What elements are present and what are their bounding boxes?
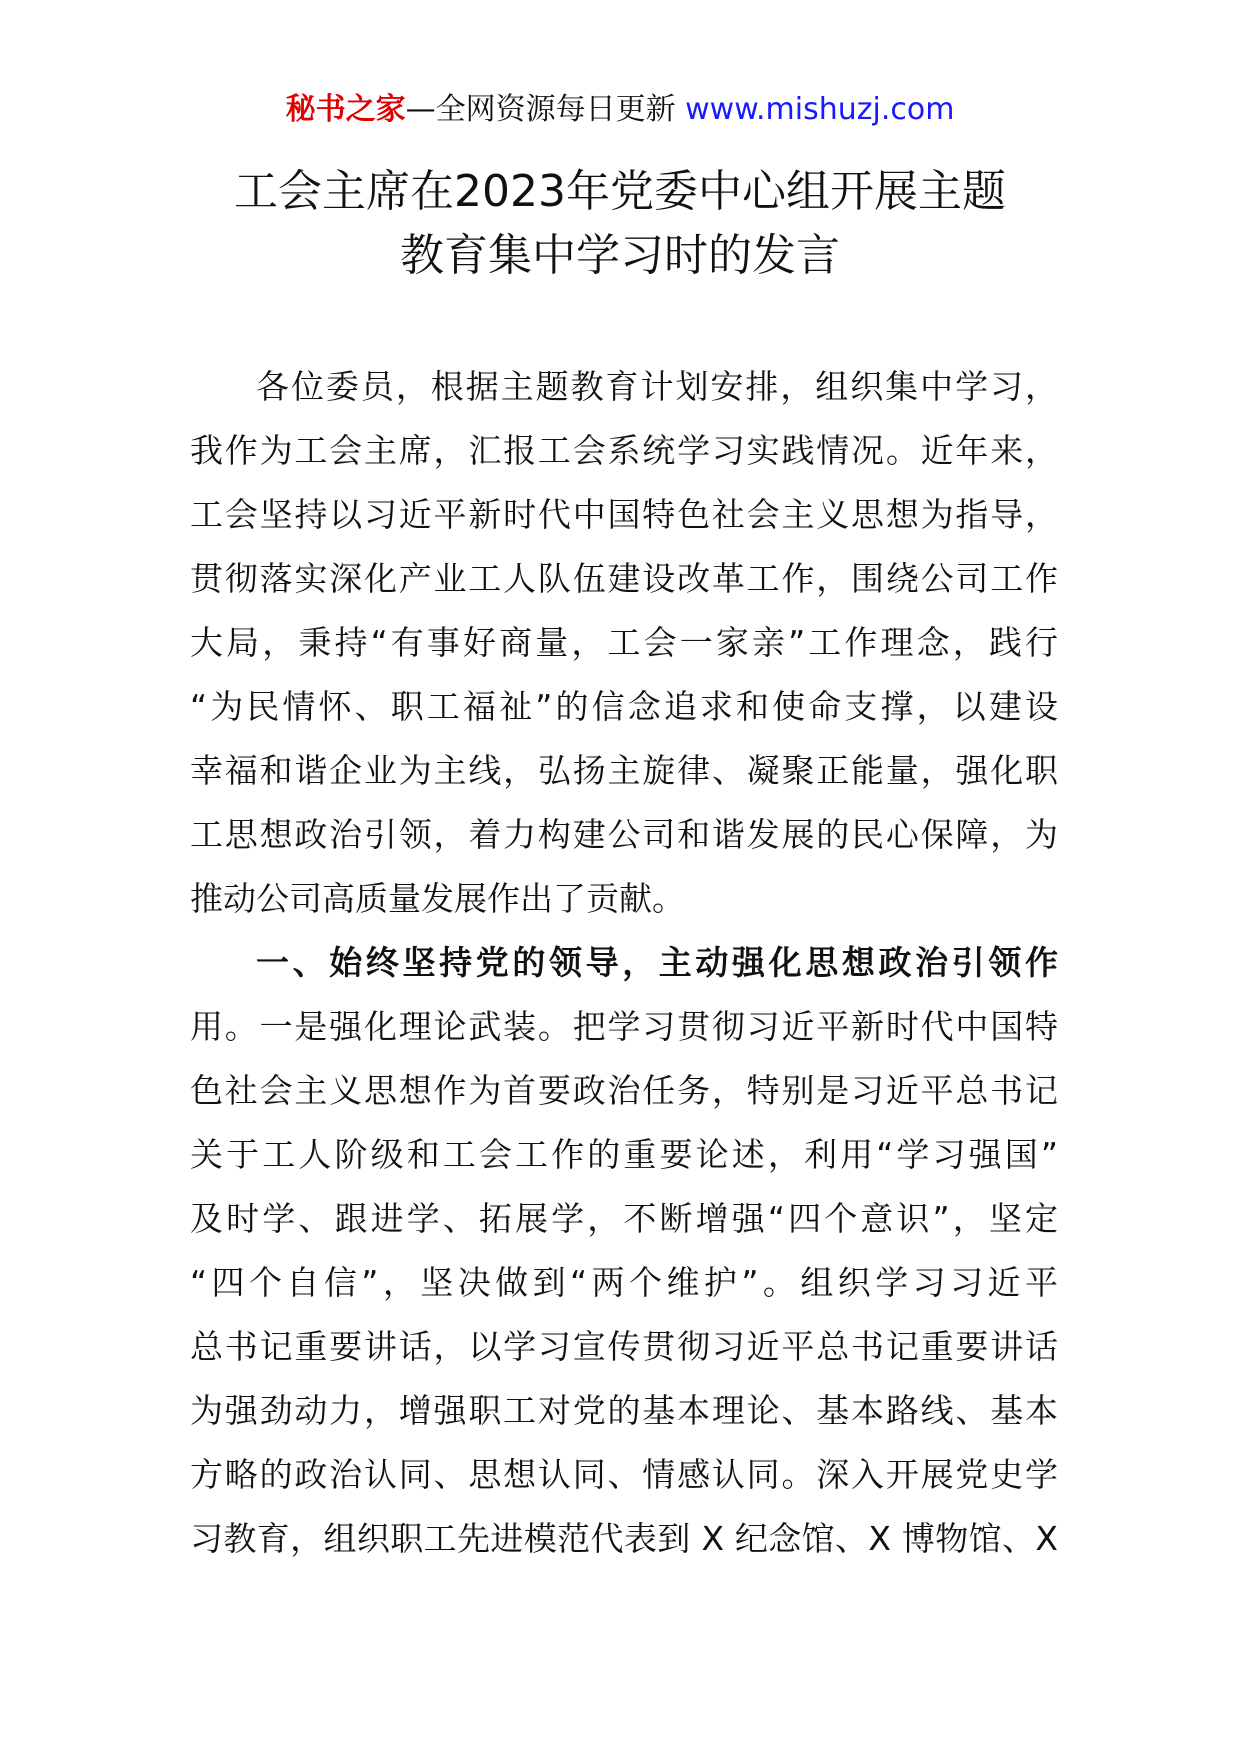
body-line: 用。一是强化理论武装。把学习贯彻习近平新时代中国特 xyxy=(190,1007,1058,1046)
body-line: 总书记重要讲话，以学习宣传贯彻习近平总书记重要讲话 xyxy=(190,1327,1058,1366)
body-line: 方略的政治认同、思想认同、情感认同。深入开展党史学 xyxy=(190,1455,1058,1494)
body-line: “为民情怀、职工福祉”的信念追求和使命支撑，以建设 xyxy=(190,687,1058,726)
body-line: 色社会主义思想作为首要政治任务，特别是习近平总书记 xyxy=(190,1071,1058,1110)
brand-name: 秘书之家 xyxy=(285,92,406,127)
document-title xyxy=(0,160,1240,288)
body-line: 工思想政治引领，着力构建公司和谐发展的民心保障，为 xyxy=(190,815,1058,854)
document-body xyxy=(190,355,1058,1571)
body-line: 我作为工会主席，汇报工会系统学习实践情况。近年来， xyxy=(190,431,1058,470)
body-line: 幸福和谐企业为主线，弘扬主旋律、凝聚正能量，强化职 xyxy=(190,751,1058,790)
body-line: 为强劲动力，增强职工对党的基本理论、基本路线、基本 xyxy=(190,1391,1058,1430)
body-line: 大局，秉持“有事好商量，工会一家亲”工作理念，践行 xyxy=(190,623,1058,662)
title-line-2: 教育集中学习时的发言 xyxy=(400,230,840,281)
body-line: 各位委员，根据主题教育计划安排，组织集中学习， xyxy=(256,367,1058,406)
header-slogan: —全网资源每日更新 xyxy=(405,92,686,127)
site-url-link[interactable]: www.mishuzj.com xyxy=(685,92,955,127)
body-line: 及时学、跟进学、拓展学，不断增强“四个意识”，坚定 xyxy=(190,1199,1058,1238)
body-line: 习教育，组织职工先进模范代表到 X 纪念馆、X 博物馆、X xyxy=(190,1519,1058,1558)
section-heading-line: 一、始终坚持党的领导，主动强化思想政治引领作 xyxy=(256,943,1058,982)
title-line-1: 工会主席在2023年党委中心组开展主题 xyxy=(234,166,1006,217)
body-line: 推动公司高质量发展作出了贡献。 xyxy=(190,879,685,918)
body-line: 工会坚持以习近平新时代中国特色社会主义思想为指导， xyxy=(190,495,1058,534)
body-line: 贯彻落实深化产业工人队伍建设改革工作，围绕公司工作 xyxy=(190,559,1058,598)
body-line: “四个自信”，坚决做到“两个维护”。组织学习习近平 xyxy=(190,1263,1058,1302)
body-line: 关于工人阶级和工会工作的重要论述，利用“学习强国” xyxy=(190,1135,1058,1174)
site-header xyxy=(0,92,1240,128)
